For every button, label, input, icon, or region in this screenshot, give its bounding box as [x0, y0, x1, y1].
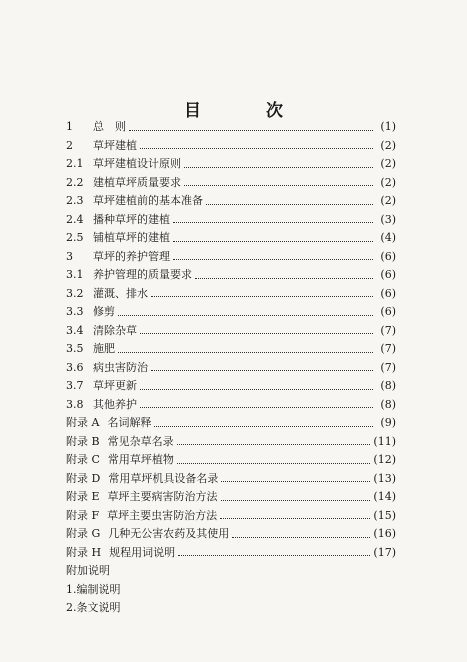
- appendix-number: 附录 H: [66, 545, 102, 559]
- toc-entry[interactable]: [66, 303, 396, 322]
- dot-leader: [118, 315, 373, 316]
- dot-leader: [140, 389, 373, 390]
- entry-number: 2.3: [66, 194, 84, 207]
- toc-entry[interactable]: [66, 211, 396, 230]
- entry-page: (8): [380, 379, 396, 392]
- dot-leader: [184, 185, 373, 186]
- dot-leader: [173, 222, 373, 223]
- dot-leader: [151, 296, 373, 297]
- dot-leader: [221, 481, 370, 482]
- toc-entry[interactable]: [66, 137, 396, 156]
- dot-leader: [177, 463, 370, 464]
- appendix-page: (15): [373, 508, 396, 522]
- entry-label: 施肥: [93, 342, 115, 355]
- dot-leader: [140, 148, 373, 149]
- appendix-page: (16): [373, 527, 396, 540]
- dot-leader: [206, 204, 373, 205]
- toc-extra-entry[interactable]: [66, 581, 396, 600]
- toc-extra-entry[interactable]: [66, 599, 396, 618]
- toc-entry[interactable]: [66, 118, 396, 137]
- entry-page: (6): [380, 249, 396, 263]
- dot-leader: [173, 241, 373, 242]
- dot-leader: [154, 426, 373, 427]
- entry-number: 3.5: [66, 342, 84, 355]
- entry-label: 草坪更新: [93, 379, 137, 392]
- toc-entry[interactable]: [66, 359, 396, 378]
- entry-number: 3.6: [66, 360, 84, 374]
- appendix-number: 附录 C: [66, 453, 100, 466]
- entry-label: 草坪建植: [93, 138, 137, 152]
- entry-page: (4): [380, 231, 396, 244]
- dot-leader: [195, 278, 373, 279]
- dot-leader: [178, 555, 370, 556]
- entry-page: (7): [380, 360, 396, 374]
- entry-number: 3: [66, 249, 73, 263]
- entry-label: 病虫害防治: [93, 360, 148, 374]
- dot-leader: [151, 370, 373, 371]
- entry-label: 草坪建植前的基本准备: [93, 194, 203, 207]
- entry-number: 3.2: [66, 286, 84, 300]
- extra-label: 2.条文说明: [66, 601, 121, 614]
- entry-page: (2): [380, 175, 396, 189]
- appendix-number: 附录 E: [66, 490, 100, 503]
- appendix-label: 常用草坪植物: [107, 453, 174, 466]
- toc-entry[interactable]: [66, 377, 396, 396]
- entry-label: 铺植草坪的建植: [93, 231, 170, 244]
- toc-entry[interactable]: [66, 192, 396, 211]
- appendix-page: (12): [373, 453, 396, 466]
- toc-entry[interactable]: [66, 340, 396, 359]
- toc-entry[interactable]: [66, 229, 396, 248]
- toc-appendix-entry[interactable]: [66, 525, 396, 544]
- appendix-page: (11): [373, 434, 396, 448]
- entry-page: (7): [380, 342, 396, 355]
- entry-number: 3.8: [66, 397, 84, 411]
- dot-leader: [220, 518, 370, 519]
- toc-entry[interactable]: [66, 266, 396, 285]
- toc-entry[interactable]: [66, 396, 396, 415]
- toc-entry[interactable]: [66, 174, 396, 193]
- toc-extra-heading[interactable]: [66, 562, 396, 581]
- entry-page: (1): [380, 120, 396, 133]
- entry-label: 其他养护: [93, 397, 137, 411]
- toc-entry[interactable]: [66, 248, 396, 267]
- entry-number: 3.1: [66, 268, 84, 281]
- appendix-page: (14): [373, 490, 396, 503]
- appendix-number: 附录 G: [66, 527, 101, 540]
- entry-number: 2.5: [66, 231, 84, 244]
- dot-leader: [140, 333, 373, 334]
- toc-entry[interactable]: [66, 322, 396, 341]
- entry-page: (6): [380, 268, 396, 281]
- appendix-label: 几种无公害农药及其使用: [108, 527, 230, 540]
- entry-page: (2): [380, 138, 396, 152]
- appendix-page: (17): [373, 545, 396, 559]
- entry-number: 2.4: [66, 212, 84, 226]
- entry-page: (6): [380, 305, 396, 318]
- toc-appendix-entry[interactable]: [66, 544, 396, 563]
- toc-appendix-entry[interactable]: [66, 507, 396, 526]
- entry-page: (8): [380, 397, 396, 411]
- toc-appendix-entry[interactable]: [66, 414, 396, 433]
- appendix-label: 常见杂草名录: [107, 434, 174, 448]
- appendix-page: (9): [380, 416, 396, 429]
- entry-number: 2.2: [66, 175, 84, 189]
- entry-label: 草坪的养护管理: [93, 249, 170, 263]
- dot-leader: [221, 500, 371, 501]
- entry-label: 播种草坪的建植: [93, 212, 170, 226]
- table-of-contents: [66, 118, 396, 618]
- toc-appendix-entry[interactable]: [66, 488, 396, 507]
- appendix-label: 名词解释: [107, 416, 152, 429]
- appendix-label: 草坪主要病害防治方法: [107, 490, 218, 503]
- dot-leader: [177, 444, 371, 445]
- appendix-label: 常用草坪机具设备名录: [108, 471, 219, 485]
- entry-label: 建植草坪质量要求: [93, 175, 181, 189]
- entry-number: 3.4: [66, 323, 84, 337]
- entry-number: 2.1: [66, 157, 84, 170]
- dot-leader: [140, 407, 373, 408]
- entry-page: (7): [380, 323, 396, 337]
- appendix-number: 附录 A: [66, 416, 100, 429]
- dot-leader: [232, 537, 370, 538]
- dot-leader: [118, 352, 373, 353]
- entry-page: (2): [380, 157, 396, 170]
- entry-label: 草坪建植设计原则: [93, 157, 181, 170]
- entry-number: 3.7: [66, 379, 84, 392]
- toc-appendix-entry[interactable]: [66, 433, 396, 452]
- dot-leader: [173, 259, 373, 260]
- entry-label: 灌溉、排水: [93, 286, 148, 300]
- extra-label: 1.编制说明: [66, 582, 121, 596]
- toc-entry[interactable]: [66, 285, 396, 304]
- dot-leader: [129, 130, 373, 131]
- toc-appendix-entry[interactable]: [66, 451, 396, 470]
- entry-label: 养护管理的质量要求: [93, 268, 192, 281]
- toc-appendix-entry[interactable]: [66, 470, 396, 489]
- entry-number: 2: [66, 138, 73, 152]
- appendix-label: 草坪主要虫害防治方法: [107, 508, 218, 522]
- appendix-label: 规程用词说明: [109, 545, 176, 559]
- entry-label: 清除杂草: [93, 323, 137, 337]
- appendix-page: (13): [373, 471, 396, 485]
- page-title: 目 次: [184, 101, 307, 121]
- entry-number: 1: [66, 120, 73, 133]
- entry-page: (2): [380, 194, 396, 207]
- entry-label: 修剪: [93, 305, 115, 318]
- entry-page: (6): [380, 286, 396, 300]
- appendix-number: 附录 D: [66, 471, 101, 485]
- appendix-number: 附录 B: [66, 434, 100, 448]
- extra-label: 附加说明: [66, 564, 110, 577]
- toc-entry[interactable]: [66, 155, 396, 174]
- entry-label: 总 则: [93, 120, 126, 133]
- entry-page: (3): [380, 212, 396, 226]
- entry-number: 3.3: [66, 305, 84, 318]
- dot-leader: [184, 167, 373, 168]
- appendix-number: 附录 F: [66, 508, 100, 522]
